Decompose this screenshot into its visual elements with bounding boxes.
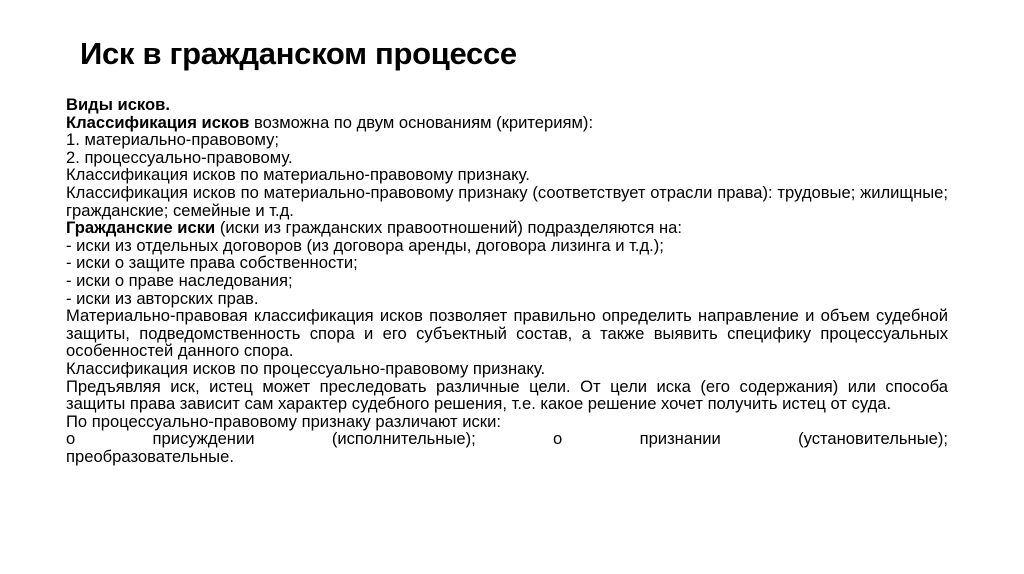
slide-title: Иск в гражданском процессе [80, 36, 517, 71]
civil-claims-term: Гражданские иски [66, 218, 216, 238]
procedural-kinds-line-last: преобразовательные. [66, 446, 234, 466]
procedural-kinds-intro: По процессуально-правовому признаку различают иски: [66, 411, 501, 431]
civil-claims-item: - иски о праве наследования; [66, 270, 293, 290]
material-paragraph: Классификация исков по материально-правовому признаку (соответствует отрасли права): трудовые; жилищные; гражданские; семейные и т.д. [66, 182, 948, 220]
civil-claims-item: - иски о защите права собственности; [66, 253, 358, 273]
civil-claims-text: (иски из гражданских правоотношений) подразделяются на: [215, 218, 682, 238]
section-heading: Виды исков. [66, 95, 170, 114]
classification-paragraph [66, 114, 948, 132]
criteria-item-2: 2. процессуально-правовому. [66, 147, 293, 167]
civil-claims-paragraph [66, 219, 948, 237]
civil-claims-item: - иски из отдельных договоров (из договора аренды, договора лизинга и т.д.); [66, 235, 664, 255]
classification-text: возможна по двум основаниям (критериям): [249, 112, 594, 132]
criteria-item-1: 1. материально-правовому; [66, 130, 279, 150]
material-significance-paragraph: Материально-правовая классификация исков позволяет правильно определить направление и объем судебной защиты, подведомственность спора и его субъектный состав, а также выявить специфику процессуальных особенностей данного спора. [66, 306, 948, 361]
slide-body [66, 96, 948, 465]
procedural-paragraph: Предъявляя иск, истец может преследовать различные цели. От цели иска (его содержания) или способа защиты права зависит сам характер судебного решения, т.е. какое решение хочет получить истец от суда. [66, 376, 948, 414]
classification-term: Классификация исков [66, 112, 250, 132]
material-heading: Классификация исков по материально-правовому признаку. [66, 165, 530, 185]
civil-claims-item: - иски из авторских прав. [66, 288, 259, 308]
procedural-heading: Классификация исков по процессуально-правовому признаку. [66, 358, 546, 378]
procedural-kinds-line: о присуждении (исполнительные); о признании (установительные); [66, 429, 948, 449]
